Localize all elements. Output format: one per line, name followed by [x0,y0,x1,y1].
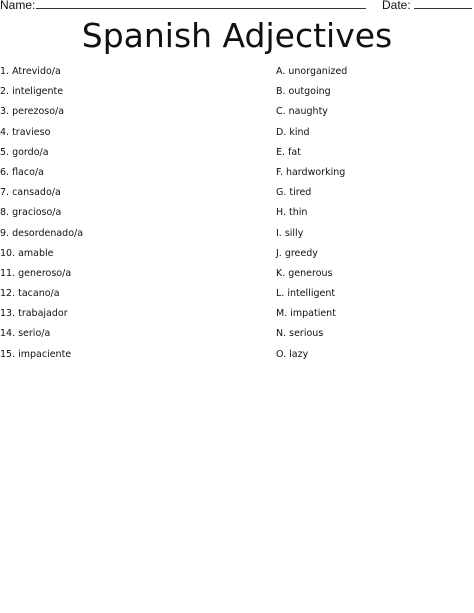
item-number: 2. [0,86,10,98]
item-number: 11. [0,267,16,279]
item-text: naughty [288,106,328,118]
item-text: Atrevido/a [12,66,61,77]
item-number: 15. [0,348,16,360]
list-item [276,304,466,324]
item-text: outgoing [288,86,331,98]
item-text: gracioso/a [12,207,62,219]
item-text: travieso [12,126,51,138]
item-text: unorganized [288,66,348,77]
item-letter: J. [276,247,282,259]
page-title: Spanish Adjectives [81,16,393,55]
date-label: Date: [382,0,411,12]
list-item [276,123,466,143]
list-item [0,102,260,122]
item-text: impaciente [18,348,72,360]
name-label: Name: [0,0,36,12]
item-text: impatient [290,308,336,320]
spanish-word-list [0,62,260,365]
item-text: generoso/a [18,267,72,279]
item-text: hardworking [285,166,346,178]
list-item [276,224,466,244]
item-text: kind [289,126,310,138]
item-number: 10. [0,247,16,259]
item-text: thin [289,207,308,219]
item-text: tacano/a [18,288,60,300]
item-letter: B. [276,86,286,98]
item-letter: A. [276,66,286,77]
item-number: 14. [0,328,16,340]
item-letter: L. [276,288,285,300]
item-text: generous [288,267,333,279]
item-text: tired [289,187,312,199]
item-letter: C. [276,106,286,118]
item-text: amable [18,247,54,259]
item-letter: F. [276,166,283,178]
item-text: silly [284,227,304,239]
list-item [276,143,466,163]
item-number: 5. [0,146,10,158]
item-number: 12. [0,288,16,300]
list-item [0,244,260,264]
list-item [0,203,260,223]
list-item [0,224,260,244]
list-item [276,345,466,365]
list-item [276,62,466,82]
item-number: 13. [0,308,16,320]
item-number: 8. [0,207,10,219]
list-item [0,345,260,365]
list-item [0,183,260,203]
list-item [276,284,466,304]
item-number: 3. [0,106,10,118]
item-text: greedy [284,247,318,259]
item-number: 4. [0,126,10,138]
item-text: inteligente [12,86,64,98]
item-text: perezoso/a [12,106,65,118]
list-item [0,123,260,143]
list-item [0,82,260,102]
item-number: 7. [0,187,10,199]
item-text: fat [288,146,301,158]
item-text: lazy [289,348,309,360]
list-item [0,304,260,324]
item-number: 9. [0,227,10,239]
item-letter: D. [276,126,287,138]
list-item [276,244,466,264]
item-text: desordenado/a [12,227,84,239]
item-letter: O. [276,348,287,360]
item-letter: I. [276,227,282,239]
item-text: cansado/a [12,187,61,199]
english-meaning-list [276,62,466,365]
list-item [0,284,260,304]
item-text: serious [289,328,324,340]
item-number: 6. [0,166,10,178]
list-item [0,163,260,183]
list-item [276,203,466,223]
date-blank-line [414,8,472,9]
item-letter: N. [276,328,287,340]
list-item [0,264,260,284]
item-letter: H. [276,207,286,219]
list-item [276,324,466,344]
list-item [276,102,466,122]
item-text: gordo/a [12,146,49,158]
item-letter: G. [276,187,287,199]
item-number: 1. [0,66,10,77]
item-text: serio/a [18,328,51,340]
list-item [276,264,466,284]
item-letter: M. [276,308,288,320]
list-item [0,324,260,344]
list-item [276,183,466,203]
item-text: flaco/a [12,166,44,178]
item-letter: K. [276,267,286,279]
item-text: intelligent [287,288,336,300]
list-item [276,82,466,102]
item-letter: E. [276,146,286,158]
list-item [276,163,466,183]
list-item [0,143,260,163]
item-text: trabajador [18,308,68,320]
list-item [0,62,260,82]
name-blank-line [36,8,366,9]
